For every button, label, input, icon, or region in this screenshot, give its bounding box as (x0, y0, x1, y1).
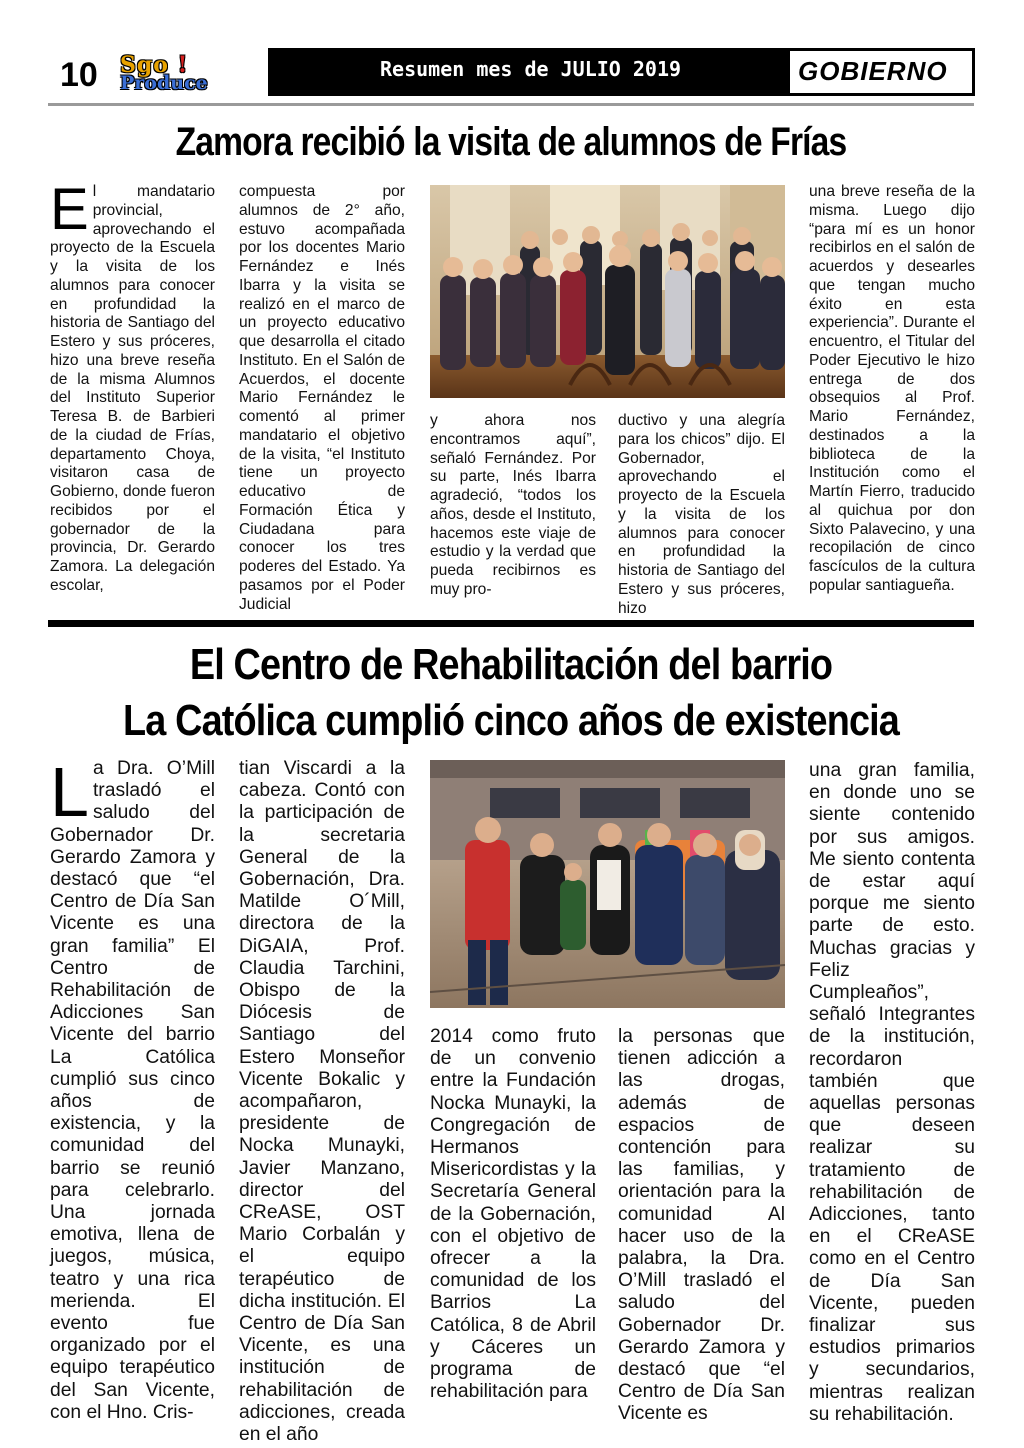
students-group-photo (430, 185, 785, 398)
article-divider (48, 620, 974, 627)
section-title: GOBIERNO (798, 56, 948, 86)
issue-summary: Resumen mes de JULIO 2019 (380, 57, 682, 81)
article1-column-4: ductivo y una alegría para los chicos” dijo. El Gobernador, aprovechando el proyecto de la Escuela y la visita de los alumnos para conocer en profundidad la historia de Santiago del Estero y sus próceres, hizo (618, 412, 785, 617)
logo-text-sgo: Sgo (120, 52, 169, 78)
article1-column-5: una breve reseña de la misma. Luego dijo “para mí es un honor recibirlos en el salón de acuerdos y desearles que tengan mucho éxito en esta experiencia”. Durante el encuentro, el Titular del Poder Ejecutivo le hizo entrega de dos obsequios al Prof. Mario Fernández, destinados a la biblioteca de la Institución como el Martín Fierro, traducido al quichua por don Sixto Palavecino, y una recopilación de cinco fascículos de la cultura popular santiagueña. (809, 183, 975, 594)
article2-column-1 (50, 753, 215, 1424)
article2-headline-line2: La Católica cumplió cinco años de existencia (123, 696, 899, 745)
article1-column-2: compuesta por alumnos de 2° año, estuvo acompañada por los docentes Mario Fernández e Inés Ibarra y la visita se realizó en el marco de un proyecto educativo que desarrolla el citado Instituto. En el Salón de Acuerdos, el docente Mario Fernández le comentó al primer mandatario el objetivo de la visita, “el Instituto tiene un proyecto educativo de Formación Ética y Ciudadana para conocer los tres poderes del Estado. Ya pasamos por el Poder Judicial (239, 183, 405, 613)
article1-headline: Zamora recibió la visita de alumnos de Frías (175, 120, 847, 164)
celebration-group-photo (430, 760, 785, 1008)
article2-column-2: tian Viscardi a la cabeza. Contó con la participación de la secretaria General de la Gobernación, Dra. Matilde O´Mill, directora de la DiGAIA, Prof. Claudia Tarchini, Obispo de la Diócesis de Santiago del Estero Monseñor Vicente Bokalic y acompañaron, presidente de Nocka Munayki, Javier Manzano, director del CReASE, OST Mario Corbalán y el equipo terapéutico de dicha institución. El Centro de Día San Vicente, es una institución de rehabilitación de adicciones, creada en el año (239, 758, 405, 1446)
sgo-produce-logo (110, 52, 258, 94)
article1-photo (430, 185, 785, 398)
logo-text-produce: Produce (120, 72, 208, 94)
article2-col1-text: a Dra. O’Mill trasladó el saludo del Gobernador Dr. Gerardo Zamora y destacó que “el Centro de Día San Vicente es una gran familia” El Centro de Rehabilitación de Adicciones San Vicente del barrio La Católica cumplió sus cinco años de existencia, y la comunidad del barrio se reunió para celebrarlo. Una jornada emotiva, llena de juegos, música, teatro y una rica merienda. El evento fue organizado por el equipo terapéutico del San Vicente, con el Hno. Cris- (50, 758, 215, 1423)
header-rule (48, 103, 974, 106)
page-number: 10 (60, 56, 98, 94)
article2-headline-line1: El Centro de Rehabilitación del barrio (189, 640, 833, 689)
article2-column-5: una gran familia, en donde uno se siente contenido por sus amigos. Me siento contenta de estar aquí porque me siento parte de esto. Muchas gracias y Feliz Cumpleaños”, señaló Integrantes de la institución, recordaron también que aquellas personas que deseen realizar su tratamiento de rehabilitación de Adicciones, tanto en el CReASE como en el Centro de Día San Vicente, pueden finalizar sus estudios primarios y secundarios, mientras realizan su rehabilitación. (809, 760, 975, 1425)
article1-col1-text: l mandatario provincial, aprovechando el proyecto de la Escuela y la visita de los alumnos para conocer en profundidad la historia de Santiago del Estero y sus próceres, hizo una breve reseña de la misma Alumnos del Instituto Superior Teresa B. de Barbieri de la ciudad de Frías, departamento Choya, visitaron casa de Gobierno, donde fueron recibidos por el gobernador de la provincia, Dr. Gerardo Zamora. La delegación escolar, (50, 183, 215, 594)
logo-mark: ! (177, 52, 189, 78)
article2-column-4: la personas que tienen adicción a las drogas, además de espacios de contención para las familias, y orientación para la comunidad Al hacer uso de la palabra, la Dra. O’Mill trasladó el saludo del Gobernador Dr. Gerardo Zamora y destacó que “el Centro de Día San Vicente es (618, 1026, 785, 1425)
article1-column-1 (50, 177, 215, 596)
article1-column-3: y ahora nos encontramos aquí”, señaló Fernández. Por su parte, Inés Ibarra agradeció, “todos los años, desde el Instituto, hacemos este viaje de estudio y la verdad que pueda recibirnos es muy pro- (430, 412, 596, 598)
article2-dropcap: L (50, 753, 89, 831)
article2-column-3: 2014 como fruto de un convenio entre la Fundación Nocka Munayki, la Congregación de Hermanos Misericordistas y la Secretaría General de la Gobernación, con el objetivo de ofrecer a la comunidad de los Barrios La Católica, 8 de Abril y Cáceres un programa de rehabilitación para (430, 1026, 596, 1403)
article2-photo (430, 760, 785, 1008)
article1-dropcap: E (50, 177, 89, 242)
